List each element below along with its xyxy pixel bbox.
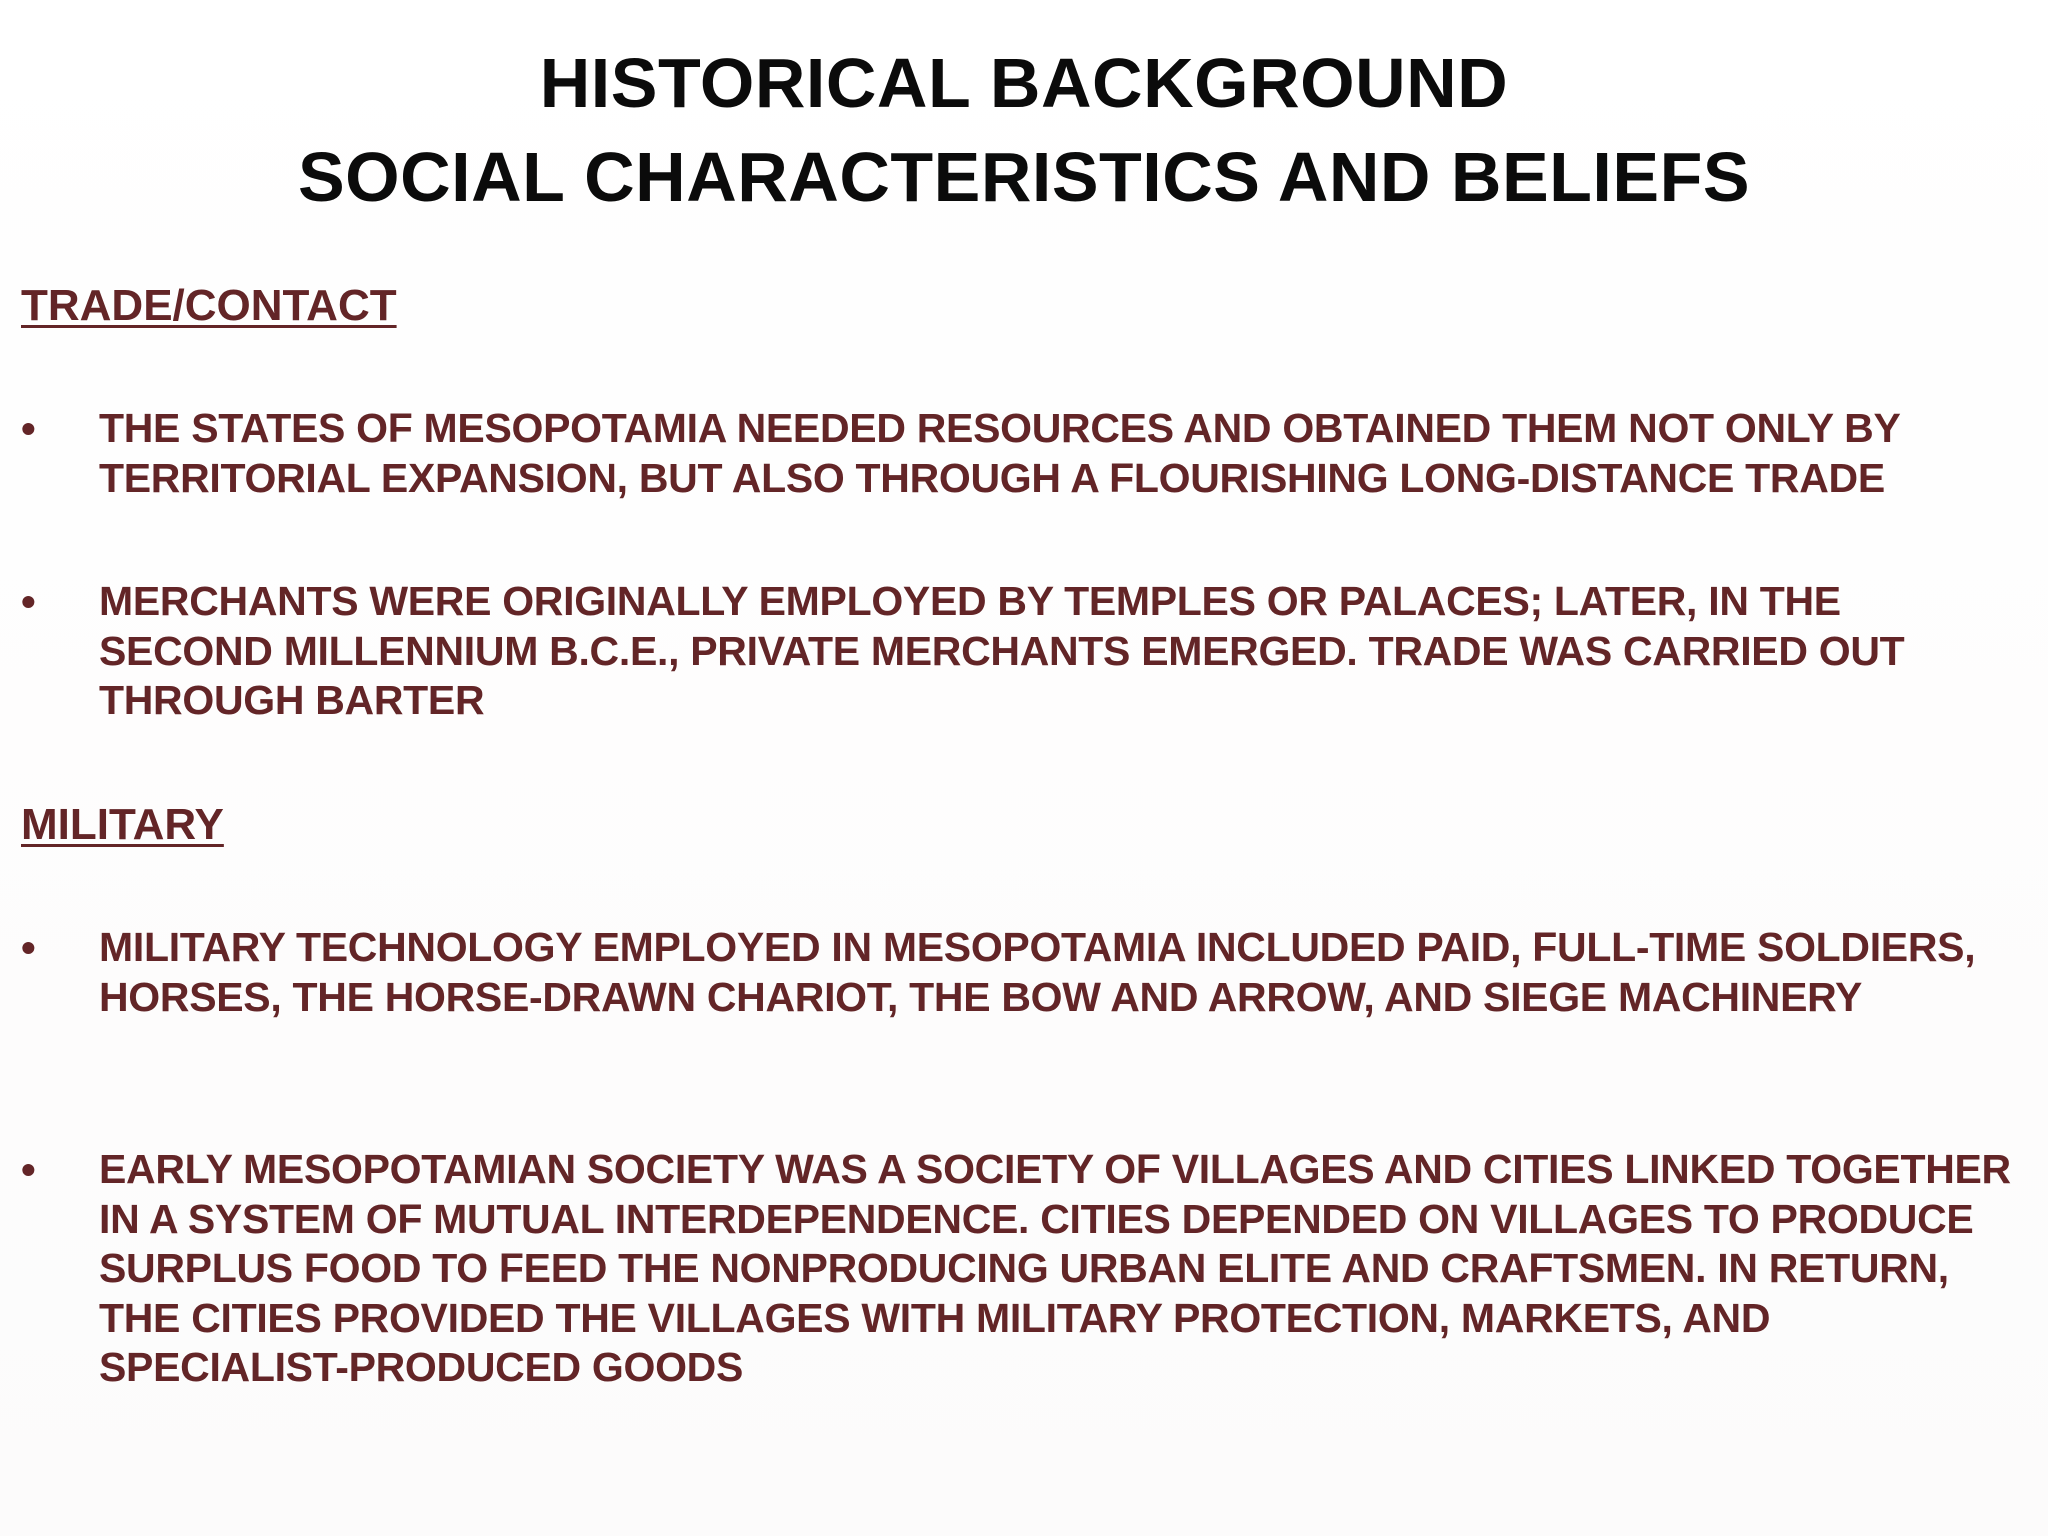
bullet-text: MILITARY TECHNOLOGY EMPLOYED IN MESOPOTAMIA INCLUDED PAID, FULL-TIME SOLDIERS, HORSES, THE HORSE-DRAWN CHARIOT, THE BOW AND ARROW, AND SIEGE MACHINERY <box>99 924 1976 1020</box>
title-line-1: HISTORICAL BACKGROUND <box>539 44 1509 122</box>
bullet-point-icon: • <box>21 924 36 971</box>
bullet-point-icon: • <box>21 405 36 452</box>
section-heading-trade-contact: TRADE/CONTACT <box>21 281 397 330</box>
section-heading-military: MILITARY <box>21 800 224 849</box>
slide-title <box>0 36 2048 224</box>
bullet-text: MERCHANTS WERE ORIGINALLY EMPLOYED BY TEMPLES OR PALACES; LATER, IN THE SECOND MILLENNIUM B.C.E., PRIVATE MERCHANTS EMERGED. TRADE WAS CARRIED OUT THROUGH BARTER <box>99 578 1905 723</box>
bullet-text: EARLY MESOPOTAMIAN SOCIETY WAS A SOCIETY OF VILLAGES AND CITIES LINKED TOGETHER IN A SYSTEM OF MUTUAL INTERDEPENDENCE. CITIES DEPENDED ON VILLAGES TO PRODUCE SURPLUS FOOD TO FEED THE NONPRODUCING URBAN ELITE AND CRAFTSMEN. IN RETURN, THE CITIES PROVIDED THE VILLAGES WITH MILITARY PROTECTION, MARKETS, AND SPECIALIST-PRODUCED GOODS <box>99 1146 2011 1390</box>
bullet-point-icon: • <box>21 578 36 625</box>
bullet-text: THE STATES OF MESOPOTAMIA NEEDED RESOURCES AND OBTAINED THEM NOT ONLY BY TERRITORIAL EXPANSION, BUT ALSO THROUGH A FLOURISHING LONG-DISTANCE TRADE <box>99 405 1900 501</box>
title-line-2: SOCIAL CHARACTERISTICS AND BELIEFS <box>297 138 1751 216</box>
bullet-point-icon: • <box>21 1146 36 1193</box>
